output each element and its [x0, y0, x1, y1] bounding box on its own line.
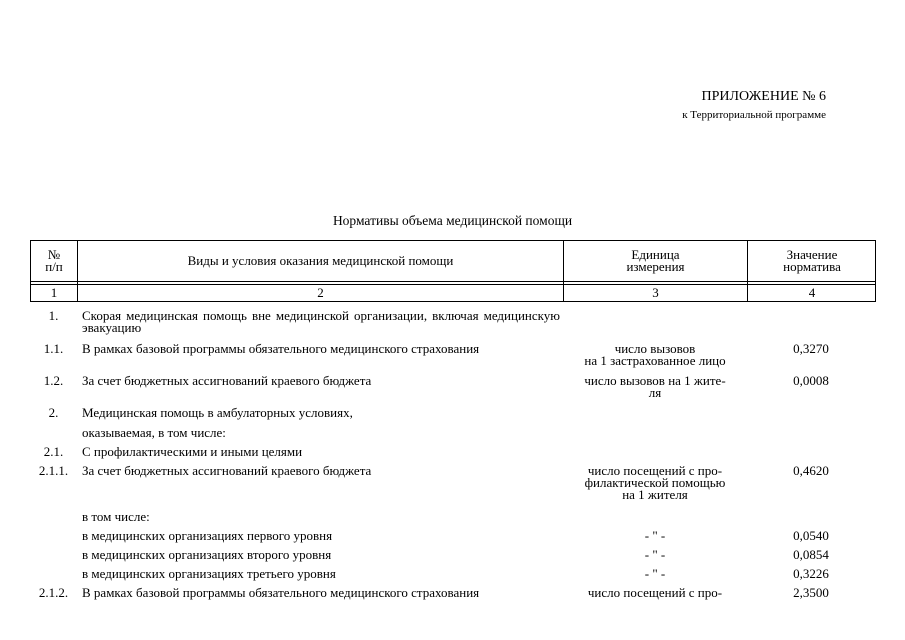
- header-num: № п/п: [45, 247, 63, 274]
- row-unit: число вызовов на 1 жите- ля: [584, 373, 726, 400]
- row-value: 0,0008: [793, 373, 829, 388]
- row-value: 0,3226: [793, 566, 829, 581]
- header-value: Значение норматива: [783, 247, 841, 274]
- appendix-title: ПРИЛОЖЕНИЕ № 6: [701, 89, 826, 104]
- column-number: 3: [652, 285, 659, 300]
- row-unit: число вызовов на 1 застрахованное лицо: [584, 341, 726, 368]
- row-number: 2.: [48, 405, 59, 420]
- row-value: 0,4620: [793, 463, 829, 478]
- row-value: 0,3270: [793, 341, 829, 356]
- row-description: В рамках базовой программы обязательного медицинского страхования: [82, 341, 480, 356]
- appendix-subtitle: к Территориальной программе: [682, 109, 826, 121]
- appendix-header: [682, 89, 826, 122]
- row-unit: число посещений с про-: [587, 585, 723, 600]
- row-description: За счет бюджетных ассигнований краевого бюджета: [82, 463, 372, 478]
- row-value: 0,0854: [793, 547, 829, 562]
- row-description: в медицинских организациях первого уровня: [82, 528, 333, 543]
- row-number: 2.1.1.: [38, 463, 69, 478]
- row-number: 1.1.: [43, 341, 64, 356]
- row-description: в медицинских организациях третьего уровня: [82, 566, 336, 581]
- header-type: Виды и условия оказания медицинской помощи: [187, 253, 454, 268]
- row-description: За счет бюджетных ассигнований краевого бюджета: [82, 373, 372, 388]
- header-unit: Единица измерения: [626, 247, 685, 274]
- row-unit: - " -: [644, 528, 666, 543]
- row-description: в том числе:: [82, 509, 150, 524]
- row-description: С профилактическими и иными целями: [82, 444, 303, 459]
- row-description: в медицинских организациях второго уровня: [82, 547, 332, 562]
- column-number: 2: [317, 285, 324, 300]
- row-number: 2.1.: [43, 444, 64, 459]
- row-number: 1.: [48, 308, 59, 323]
- row-description: В рамках базовой программы обязательного медицинского страхования: [82, 585, 480, 600]
- row-description: оказываемая, в том числе:: [82, 425, 226, 440]
- document-title: Нормативы объема медицинской помощи: [332, 213, 573, 228]
- row-number: 2.1.2.: [38, 585, 69, 600]
- row-value: 0,0540: [793, 528, 829, 543]
- column-number: 4: [808, 285, 816, 300]
- column-number: 1: [50, 285, 58, 300]
- table-header: [30, 240, 876, 302]
- row-description: Скорая медицинская помощь вне медицинской организации, включая медицинскую эвакуацию: [82, 308, 560, 335]
- row-unit: число посещений с про- филактической помощью на 1 жителя: [584, 463, 726, 502]
- row-unit: - " -: [644, 566, 666, 581]
- row-number: 1.2.: [43, 373, 64, 388]
- row-unit: - " -: [644, 547, 666, 562]
- row-value: 2,3500: [793, 585, 829, 600]
- row-description: Медицинская помощь в амбулаторных условиях,: [82, 405, 353, 420]
